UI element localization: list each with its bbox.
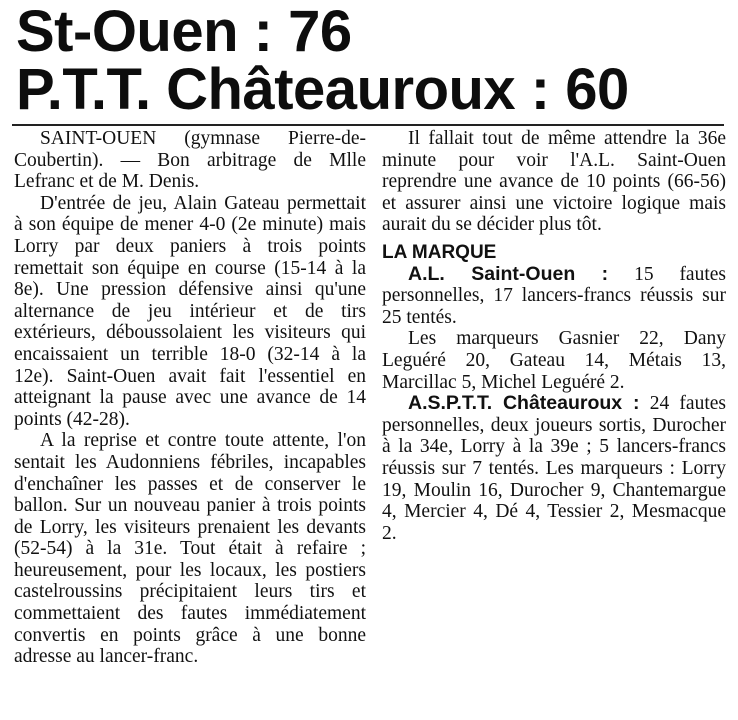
- team1-scorers: Les marqueurs Gasnier 22, Dany Leguéré 20, Gateau 14, Métais 13, Marcillac 5, Michel Leguéré 2.: [382, 328, 726, 393]
- headline-line-1: St-Ouen : 76: [16, 0, 352, 64]
- team2-stats: 24 fautes personnelles, deux joueurs sortis, Durocher à la 34e, Lorry à la 39e ; 5 lancers-francs réussis sur 7 tentés. Les marqueurs : Lorry 19, Moulin 16, Durocher 9, Chantemargue 4, Mercier 4, Dé 4, Tessier 2, Mesmacque 2.: [382, 393, 726, 544]
- marque-heading: LA MARQUE: [382, 241, 497, 263]
- article-paragraph-3: Il fallait tout de même attendre la 36e minute pour voir l'A.L. Saint-Ouen reprendre une avance de 10 points (66-56) et assurer ainsi une victoire logique mais aurait du se décider plus tôt.: [382, 128, 726, 236]
- article-intro: SAINT-OUEN (gymnase Pierre-de-Coubertin). — Bon arbitrage de Mlle Lefranc et de M. Denis.: [14, 128, 366, 193]
- team2-summary: [382, 393, 726, 544]
- article-column-left: [14, 128, 366, 668]
- article-paragraph-2: A la reprise et contre toute attente, l'on sentait les Audonniens fébriles, incapables d'enchaîner les passes et de conserver le ballon. Sur un nouveau panier à trois points de Lorry, les visiteurs prenaient les devants (52-54) à la 31e. Tout était à refaire ; heureusement, pour les locaux, les postiers castelroussins précipitaient leurs tirs et commettaient des fautes immédiatement convertis en points grâce à une bonne adresse au lancer-franc.: [14, 430, 366, 668]
- team1-stats: 15 fautes personnelles, 17 lancers-francs réussis sur 25 tentés.: [382, 263, 727, 328]
- team1-name: A.L. Saint-Ouen :: [408, 262, 609, 285]
- team2-name: A.S.P.T.T. Châteauroux :: [408, 392, 640, 415]
- team1-summary: [382, 264, 726, 329]
- article-paragraph-1: D'entrée de jeu, Alain Gateau permettait à son équipe de mener 4-0 (2e minute) mais Lorry par deux paniers à trois points remettait son équipe en course (15-14 à la 8e). Une pression défensive ainsi qu'une alternance de jeu intérieur et de tirs extérieurs, déboussolaient les visiteurs qui encaissaient un terrible 18-0 (32-14 à la 12e). Saint-Ouen avait fait l'essentiel en atteignant la pause avec une avance de 14 points (42-28).: [14, 192, 366, 430]
- headline-line-2: P.T.T. Châteauroux : 60: [16, 57, 629, 122]
- headline-divider: [12, 124, 724, 126]
- article-column-right: [382, 128, 726, 544]
